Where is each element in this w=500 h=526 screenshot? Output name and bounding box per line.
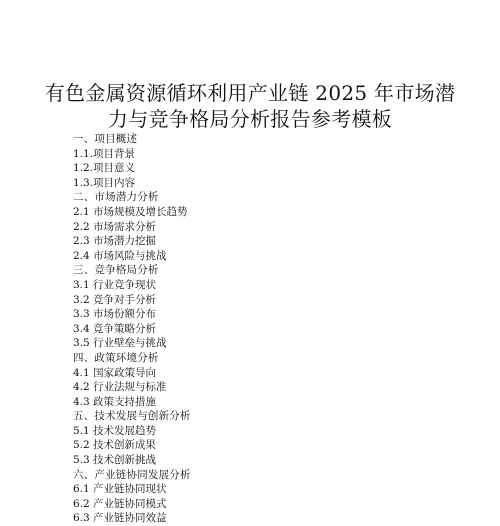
- toc-item-4-1: 4.1 国家政策导向: [73, 366, 157, 379]
- toc-item-2-4: 2.4 市场风险与挑战: [73, 249, 167, 262]
- toc-item-3-2: 3.2 竞争对手分析: [73, 293, 157, 306]
- toc-item-3-3: 3.3 市场份额分布: [73, 308, 157, 321]
- toc-item-5-3: 5.3 技术创新挑战: [73, 454, 157, 467]
- table-of-contents: [73, 132, 191, 526]
- toc-item-3-5: 3.5 行业壁垒与挑战: [73, 337, 167, 350]
- toc-item-2-1: 2.1 市场规模及增长趋势: [73, 205, 188, 218]
- toc-item-2-2: 2.2 市场需求分析: [73, 220, 157, 233]
- toc-item-6-2: 6.2 产业链协同模式: [73, 497, 167, 510]
- toc-section-3: 三、竞争格局分析: [73, 264, 159, 277]
- toc-section-2: 二、市场潜力分析: [73, 191, 159, 204]
- toc-section-1: 一、项目概述: [73, 133, 138, 145]
- document-title-line-2: 力与竞争格局分析报告参考模板: [107, 107, 393, 131]
- toc-item-4-3: 4.3 政策支持措施: [73, 395, 157, 408]
- toc-item-6-3: 6.3 产业链协同效益: [73, 512, 167, 525]
- toc-item-2-3: 2.3 市场潜力挖掘: [73, 235, 157, 248]
- toc-item-3-1: 3.1 行业竞争现状: [73, 278, 157, 291]
- toc-item-1-2: 1.2.项目意义: [73, 162, 136, 175]
- toc-item-1-3: 1.3.项目内容: [73, 176, 136, 189]
- toc-section-4: 四、政策环境分析: [73, 351, 159, 364]
- document-title-line-1: 有色金属资源循环利用产业链 2025 年市场潜: [44, 81, 456, 105]
- toc-item-6-1: 6.1 产业链协同现状: [73, 483, 167, 496]
- toc-item-5-1: 5.1 技术发展趋势: [73, 424, 157, 437]
- toc-item-3-4: 3.4 竞争策略分析: [73, 322, 157, 335]
- toc-section-5: 五、技术发展与创新分析: [73, 410, 191, 423]
- toc-section-6: 六、产业链协同发展分析: [73, 468, 191, 481]
- toc-item-4-2: 4.2 行业法规与标准: [73, 381, 167, 394]
- toc-item-5-2: 5.2 技术创新成果: [73, 439, 157, 452]
- toc-item-1-1: 1.1.项目背景: [73, 147, 136, 160]
